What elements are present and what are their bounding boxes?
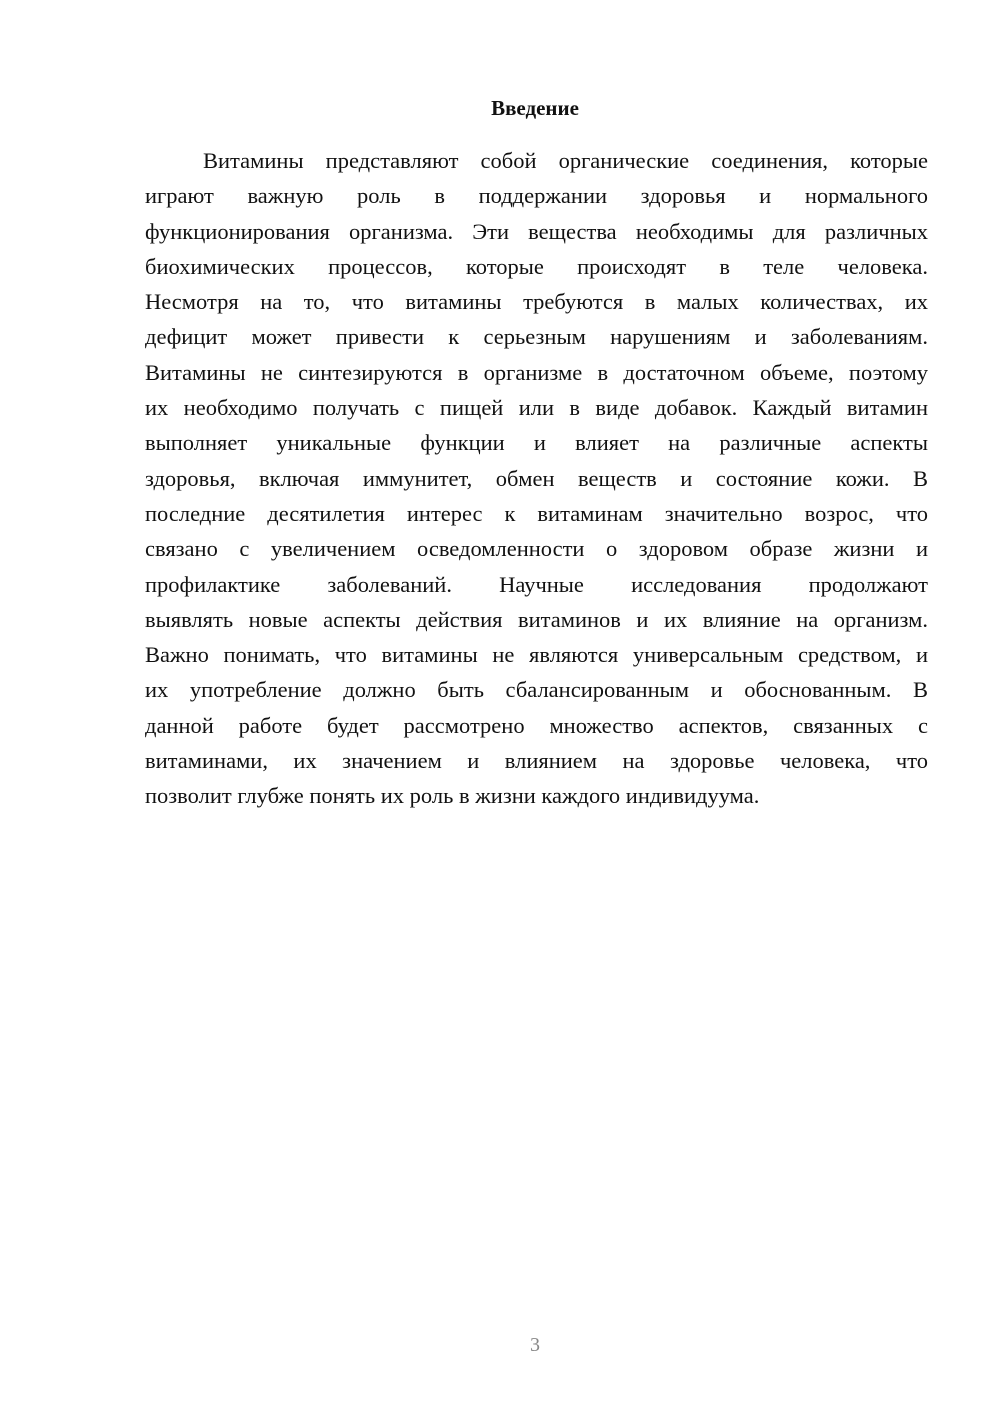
paragraph-line: функционирования организма. Эти вещества необходимы для различных: [145, 218, 928, 244]
paragraph-line: Важно понимать, что витамины не являются универсальным средством, и: [145, 642, 928, 668]
paragraph-line: здоровья, включая иммунитет, обмен веществ и состояние кожи. В: [145, 465, 928, 491]
paragraph-line: их употребление должно быть сбалансированным и обоснованным. В: [145, 677, 928, 703]
page-number: 3: [530, 1334, 540, 1356]
paragraph-line: данной работе будет рассмотрено множество аспектов, связанных с: [145, 712, 928, 738]
paragraph-line: Витамины представляют собой органические соединения, которые: [203, 148, 928, 173]
paragraph-line: позволит глубже понять их роль в жизни каждого индивидуума.: [145, 783, 760, 809]
paragraph-line: последние десятилетия интерес к витаминам значительно возрос, что: [145, 500, 928, 526]
paragraph-line: выявлять новые аспекты действия витаминов и их влияние на организм.: [145, 606, 928, 632]
paragraph-line: витаминами, их значением и влиянием на здоровье человека, что: [145, 748, 928, 774]
paragraph-line: дефицит может привести к серьезным нарушениям и заболеваниям.: [145, 324, 928, 350]
section-title: Введение: [491, 96, 579, 120]
paragraph-line: их необходимо получать с пищей или в виде добавок. Каждый витамин: [145, 395, 928, 421]
paragraph-line: профилактике заболеваний. Научные исследования продолжают: [145, 571, 928, 597]
paragraph-line: биохимических процессов, которые происходят в теле человека.: [145, 253, 928, 279]
paragraph-line: выполняет уникальные функции и влияет на различные аспекты: [145, 430, 928, 456]
paragraph-line: Несмотря на то, что витамины требуются в малых количествах, их: [145, 289, 928, 315]
paragraph-line: Витамины не синтезируются в организме в достаточном объеме, поэтому: [145, 359, 928, 385]
paragraph-line: играют важную роль в поддержании здоровья и нормального: [145, 183, 928, 209]
paragraph-line: связано с увеличением осведомленности о здоровом образе жизни и: [145, 536, 928, 562]
intro-paragraph: [145, 143, 928, 814]
